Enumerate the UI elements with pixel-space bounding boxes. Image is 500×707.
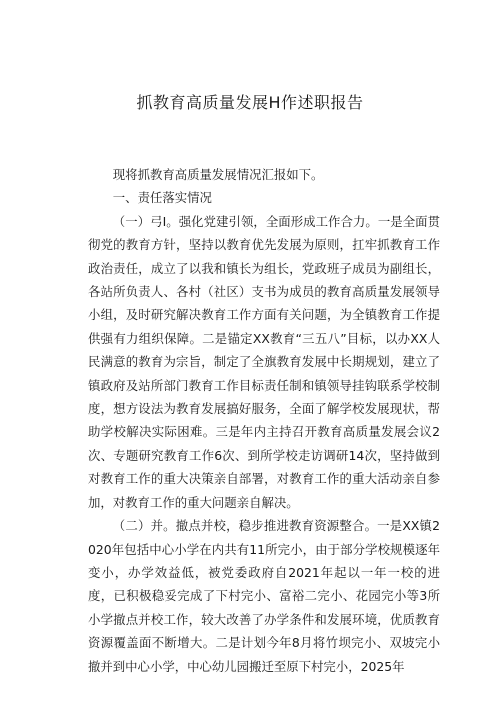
document-body xyxy=(88,163,440,678)
section-heading: 一、责任落实情况 xyxy=(112,190,212,206)
intro-paragraph: 现将抓教育高质量发展情况汇报如下。 xyxy=(112,167,324,182)
body-paragraph: （一）弓I。强化党建引领，全面形成工作合力。一是全面贯彻党的教育方针，坚持以教育优先发展为原则，扛牢抓教育工作政治责任，成立了以我和镇长为组长，党政班子成员为副组长，各站所负责人、各村（社区）支书为成员的教育高质量发展领导小组，及时研究解决教育工作方面有关问题，为全镇教育工作提供强有力组织保障。二是锚定XX教育“三五八”目标，以办XX人民满意的教育为宗旨，制定了全旗教育发展中长期规划，建立了镇政府及站所部门教育工作目标责任制和镇领导挂钩联系学校制度，想方设法为教育发展搞好服务，全面了解学校发展现状，帮助学校解决实际困难。三是年内主持召开教育高质量发展会议2次、专题研究教育工作6次、到所学校走访调研14次，坚持做到对教育工作的重大决策亲自部署，对教育工作的重大活动亲自参加，对教育工作的重大问题亲自解决。 xyxy=(88,213,440,510)
document-title: 抓教育高质量发展H作述职报告 xyxy=(136,93,364,112)
body-paragraph: （二）并。撤点并校，稳步推进教育资源整合。一是XX镇2020年包括中心小学在内共有11所完小，由于部分学校规模逐年变小，办学效益低，被党委政府自2021年起以一年一校的进度，已积极稳妥完成了下村完小、富裕二完小、花园完小等3所小学撤点并校工作，较大改善了办学条件和发展环境，优质教育资源覆盖面不断增大。二是计划今年8月将竹坝完小、双坡完小撤并到中心小学，中心幼儿园搬迁至原下村完小，2025年 xyxy=(88,518,440,674)
